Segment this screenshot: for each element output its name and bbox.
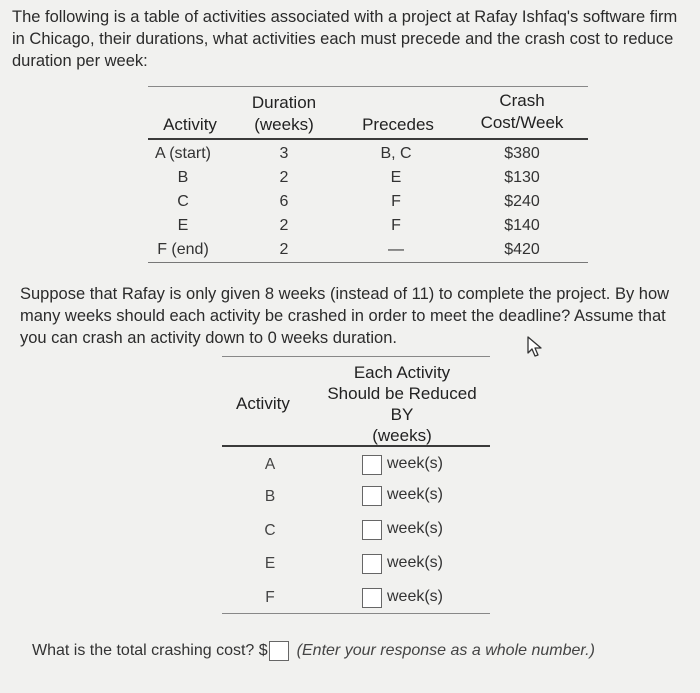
activities-table bbox=[148, 86, 588, 266]
question-text: Suppose that Rafay is only given 8 weeks (instead of 11) to complete the project. By how many weeks should each activity be crashed in order to meet the deadline? Assume that you can crash an activity down to 0 weeks duration. bbox=[20, 285, 670, 347]
row-e-crash-cost: $140 bbox=[504, 217, 540, 234]
mouse-pointer-icon bbox=[526, 336, 544, 358]
row-a-crash-cost: $380 bbox=[504, 145, 540, 162]
header-activity: Activity bbox=[236, 394, 290, 413]
row-f-crash-cost: $420 bbox=[504, 241, 540, 258]
row-c-crash-cost: $240 bbox=[504, 193, 540, 210]
row-c-activity: C bbox=[177, 193, 189, 210]
unit-label: week(s) bbox=[387, 520, 444, 537]
header-activity: Activity bbox=[163, 115, 217, 134]
row-a-duration: 3 bbox=[279, 145, 289, 162]
row-e-label: E bbox=[264, 555, 276, 572]
total-cost-line bbox=[32, 641, 595, 661]
row-a-activity: A (start) bbox=[154, 145, 211, 162]
total-cost-input[interactable] bbox=[269, 641, 289, 661]
input-reduce-f[interactable] bbox=[362, 588, 382, 608]
table-header-rule bbox=[148, 138, 588, 140]
row-b-precedes: E bbox=[390, 169, 402, 186]
header-duration: Duration (weeks) bbox=[251, 93, 317, 134]
input-reduce-b[interactable] bbox=[362, 486, 382, 506]
row-f-label: F bbox=[265, 589, 275, 606]
row-f-precedes: — bbox=[388, 241, 404, 258]
row-b-crash-cost: $130 bbox=[504, 169, 540, 186]
header-precedes: Precedes bbox=[362, 115, 434, 134]
row-b-activity: B bbox=[177, 169, 189, 186]
row-f-duration: 2 bbox=[279, 241, 289, 258]
input-reduce-c[interactable] bbox=[362, 520, 382, 540]
row-b-duration: 2 bbox=[279, 169, 289, 186]
row-e-duration: 2 bbox=[279, 217, 289, 234]
answer-format-hint: (Enter your response as a whole number.) bbox=[296, 642, 595, 659]
row-e-activity: E bbox=[177, 217, 189, 234]
table-bottom-rule bbox=[148, 262, 588, 263]
input-reduce-e[interactable] bbox=[362, 554, 382, 574]
table-top-rule bbox=[148, 86, 588, 87]
row-c-precedes: F bbox=[391, 193, 401, 210]
intro-text: The following is a table of activities associated with a project at Rafay Ishfaq's software firm in Chicago, their durations, what activities each must precede and the crash cost to reduce duration per week: bbox=[12, 8, 678, 70]
row-c-duration: 6 bbox=[279, 193, 289, 210]
header-crash-cost: Crash Cost/Week bbox=[480, 91, 564, 132]
row-a-precedes: B, C bbox=[380, 145, 412, 162]
row-e-precedes: F bbox=[391, 217, 401, 234]
row-b-label: B bbox=[264, 488, 276, 505]
header-reduce-by: Each Activity Should be Reduced BY (weeks) bbox=[327, 363, 477, 445]
total-cost-prompt: What is the total crashing cost? $ bbox=[32, 642, 268, 659]
row-a-label: A bbox=[264, 456, 276, 473]
reduction-table bbox=[222, 356, 490, 616]
unit-label: week(s) bbox=[387, 588, 444, 605]
table-bottom-rule bbox=[222, 613, 490, 614]
unit-label: week(s) bbox=[387, 554, 444, 571]
table-top-rule bbox=[222, 356, 490, 357]
row-f-activity: F (end) bbox=[157, 241, 209, 258]
input-reduce-a[interactable] bbox=[362, 455, 382, 475]
unit-label: week(s) bbox=[387, 486, 444, 503]
row-c-label: C bbox=[264, 522, 276, 539]
unit-label: week(s) bbox=[387, 455, 444, 472]
